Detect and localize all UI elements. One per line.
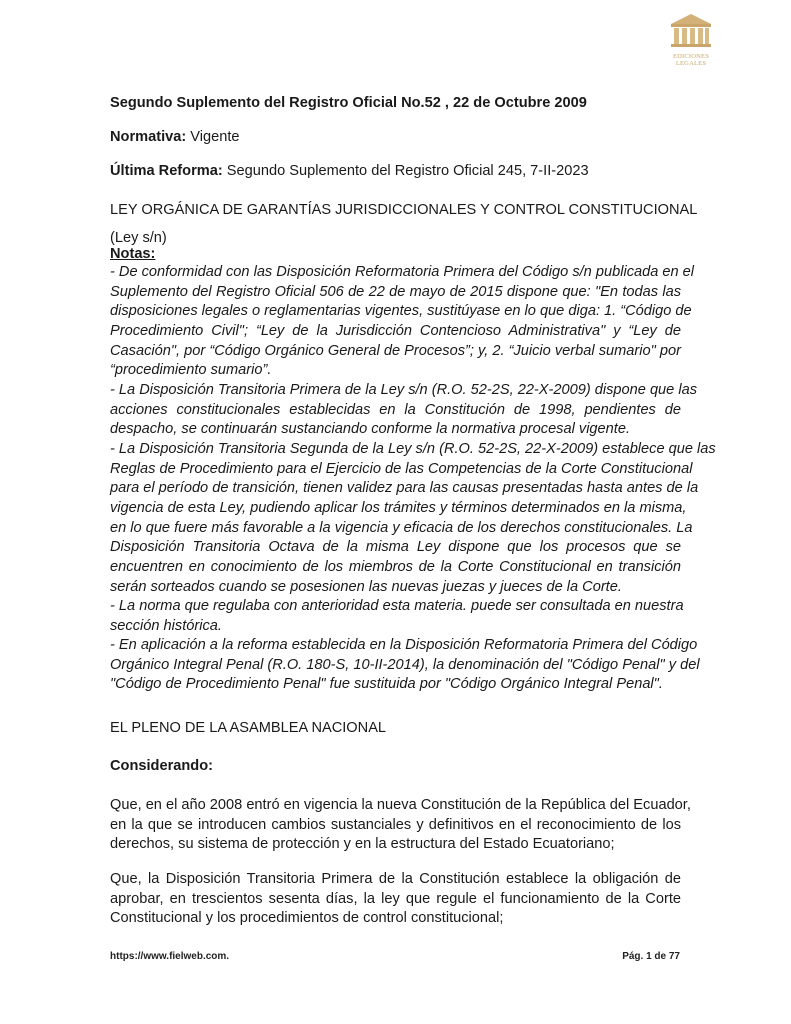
nota-line: en lo que fuere más favorable a la vigencia y eficacia de los derechos constitucionales. La [110,519,693,536]
logo-text-ediciones: EDICIONES [672,53,710,60]
law-subtitle: (Ley s/n) [110,230,167,246]
law-title: LEY ORGÁNICA DE GARANTÍAS JURISDICCIONALES Y CONTROL CONSTITUCIONAL [110,202,698,218]
nota-line: Disposición Transitoria Octava de la misma Ley dispone que los procesos que se [110,539,681,556]
nota-line: acciones constitucionales establecidas en la Constitución de 1998, pendientes de [110,401,681,418]
nota-line: Orgánico Integral Penal (R.O. 180-S, 10-II-2014), la denominación del "Código Penal" y del [110,656,700,673]
considerando-line: derechos, su sistema de protección y en la estructura del Estado Ecuatoriano; [110,836,615,853]
normativa-value: Vigente [186,129,240,145]
nota-line: Procedimiento Civil"; “Ley de la Jurisdicción Contencioso Administrativa" y “Ley de [110,323,681,340]
nota-line: disposiciones legales o reglamentarias vigentes, sustitúyase en lo que diga: 1. “Código de [110,303,692,320]
nota-line: “procedimiento sumario”. [110,362,272,379]
considerando-line: Que, la Disposición Transitoria Primera de la Constitución establece la obligación de [110,871,681,887]
nota-line: vigencia de esta Ley, pudiendo aplicar los trámites y términos determinados en la misma, [110,500,687,517]
considerando-heading: Considerando: [110,758,213,774]
nota-line: - La Disposición Transitoria Segunda de la Ley s/n (R.O. 52-2S, 22-X-2009) establece que las [110,441,716,457]
nota-line: - De conformidad con las Disposición Reformatoria Primera del Código s/n publicada en el [110,264,695,280]
ultima-reforma-line [110,162,681,181]
considerando-paragraph [110,870,681,929]
nota-line: Casación", por “Código Orgánico General de Procesos”; y, 2. “Juicio verbal sumario" por [110,342,681,359]
page-number: Pág. 1 de 77 [622,951,680,962]
considerando-line: Que, en el año 2008 entró en vigencia la nueva Constitución de la República del Ecuador, [110,797,691,813]
logo-text-legales: LEGALES [675,60,707,67]
nota-line: encuentren en conocimiento de los miembros de la Corte Constitucional en transición [110,559,681,576]
nota-line: - La Disposición Transitoria Primera de la Ley s/n (R.O. 52-2S, 22-X-2009) dispone que las [110,382,697,398]
nota-line: Suplemento del Registro Oficial 506 de 22 de mayo de 2015 dispone que: "En todas las [110,283,681,300]
notas-heading: Notas: [110,246,156,262]
nota-paragraph [110,636,700,695]
nota-paragraph [110,263,695,381]
nota-paragraph [110,597,684,636]
nota-paragraph [110,440,716,598]
footer-url-link[interactable]: https://www.fielweb.com. [110,951,230,962]
nota-line: para el período de transición, tienen validez para las causas presentadas hasta antes de la [110,480,699,497]
nota-line: serán sorteados cuando se posesionen las nuevas juezas y jueces de la Corte. [110,578,622,595]
ultima-reforma-value: Segundo Suplemento del Registro Oficial 245, 7-II-2023 [222,163,589,179]
pleno-heading: EL PLENO DE LA ASAMBLEA NACIONAL [110,720,387,736]
ediciones-legales-logo [663,12,719,68]
considerando-paragraph [110,796,691,855]
nota-line: sección histórica. [110,617,222,634]
registro-oficial-heading: Segundo Suplemento del Registro Oficial No.52 , 22 de Octubre 2009 [110,95,587,111]
columns-temple-icon [663,12,719,52]
considerando-line: Constitucional y los procedimientos de control constitucional; [110,910,504,927]
nota-line: despacho, se continuarán sustanciando conforme la normativa procesal vigente. [110,421,631,438]
considerando-line: en la que se introducen cambios sustanciales y definitivos en el reconocimiento de los [110,816,681,833]
nota-paragraph [110,381,697,440]
ultima-reforma-label: Última Reforma: [110,163,223,179]
normativa-line [110,128,681,147]
nota-line: Reglas de Procedimiento para el Ejercicio de las Competencias de la Corte Constitucional [110,460,693,477]
nota-line: "Código de Procedimiento Penal" fue sustituida por "Código Orgánico Integral Penal". [110,676,663,693]
nota-line: - La norma que regulaba con anterioridad esta materia. puede ser consultada en nuestra [110,598,684,614]
considerando-line: aprobar, en trescientos sesenta días, la ley que regule el funcionamiento de la Corte [110,890,681,907]
normativa-label: Normativa: [110,129,187,145]
nota-line: - En aplicación a la reforma establecida en la Disposición Reformatoria Primera del Código [110,637,698,653]
